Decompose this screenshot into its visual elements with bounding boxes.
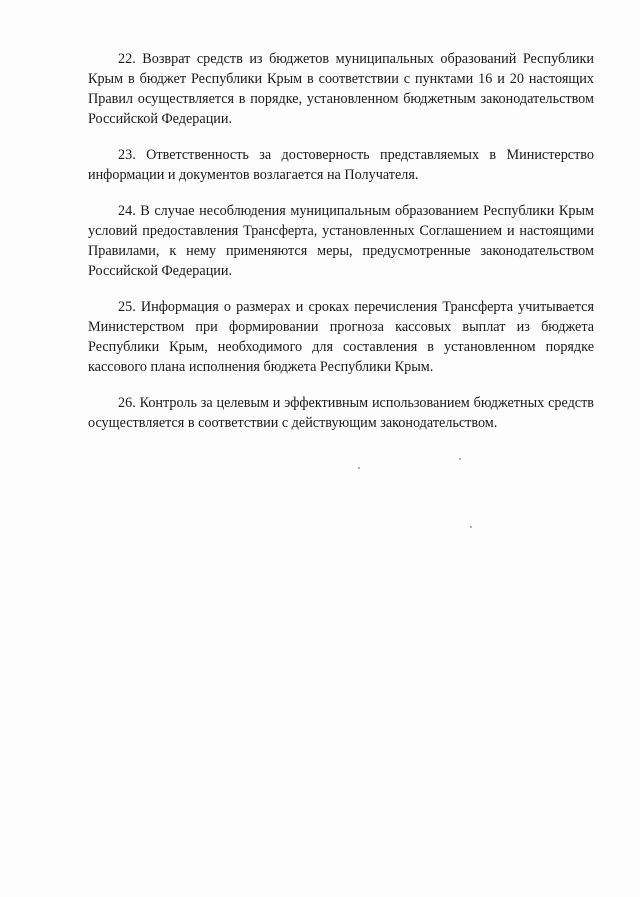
scan-speck <box>358 467 360 469</box>
document-body <box>88 49 594 449</box>
paragraph-23: 23. Ответственность за достоверность представляемых в Министерство информации и документов возлагается на Получателя. <box>88 147 594 183</box>
paragraph-26: 26. Контроль за целевым и эффективным использованием бюджетных средств осуществляется в соответствии с действующим законодательством. <box>88 395 594 431</box>
paragraph-22: 22. Возврат средств из бюджетов муниципальных образований Республики Крым в бюджет Республики Крым в соответствии с пунктами 16 и 20 настоящих Правил осуществляется в порядке, установленном бюджетным законодательством Российской Федерации. <box>88 51 594 127</box>
paragraph-25: 25. Информация о размерах и сроках перечисления Трансферта учитывается Министерством при формировании прогноза кассовых выплат из бюджета Республики Крым, необходимого для составления в установленном порядке кассового плана исполнения бюджета Республики Крым. <box>88 299 594 375</box>
scan-speck <box>470 526 472 528</box>
paragraph-24: 24. В случае несоблюдения муниципальным образованием Республики Крым условий предоставления Трансферта, установленных Соглашением и настоящими Правилами, к нему применяются меры, предусмотренные законодательством Российской Федерации. <box>88 203 594 279</box>
scan-speck <box>459 458 461 460</box>
